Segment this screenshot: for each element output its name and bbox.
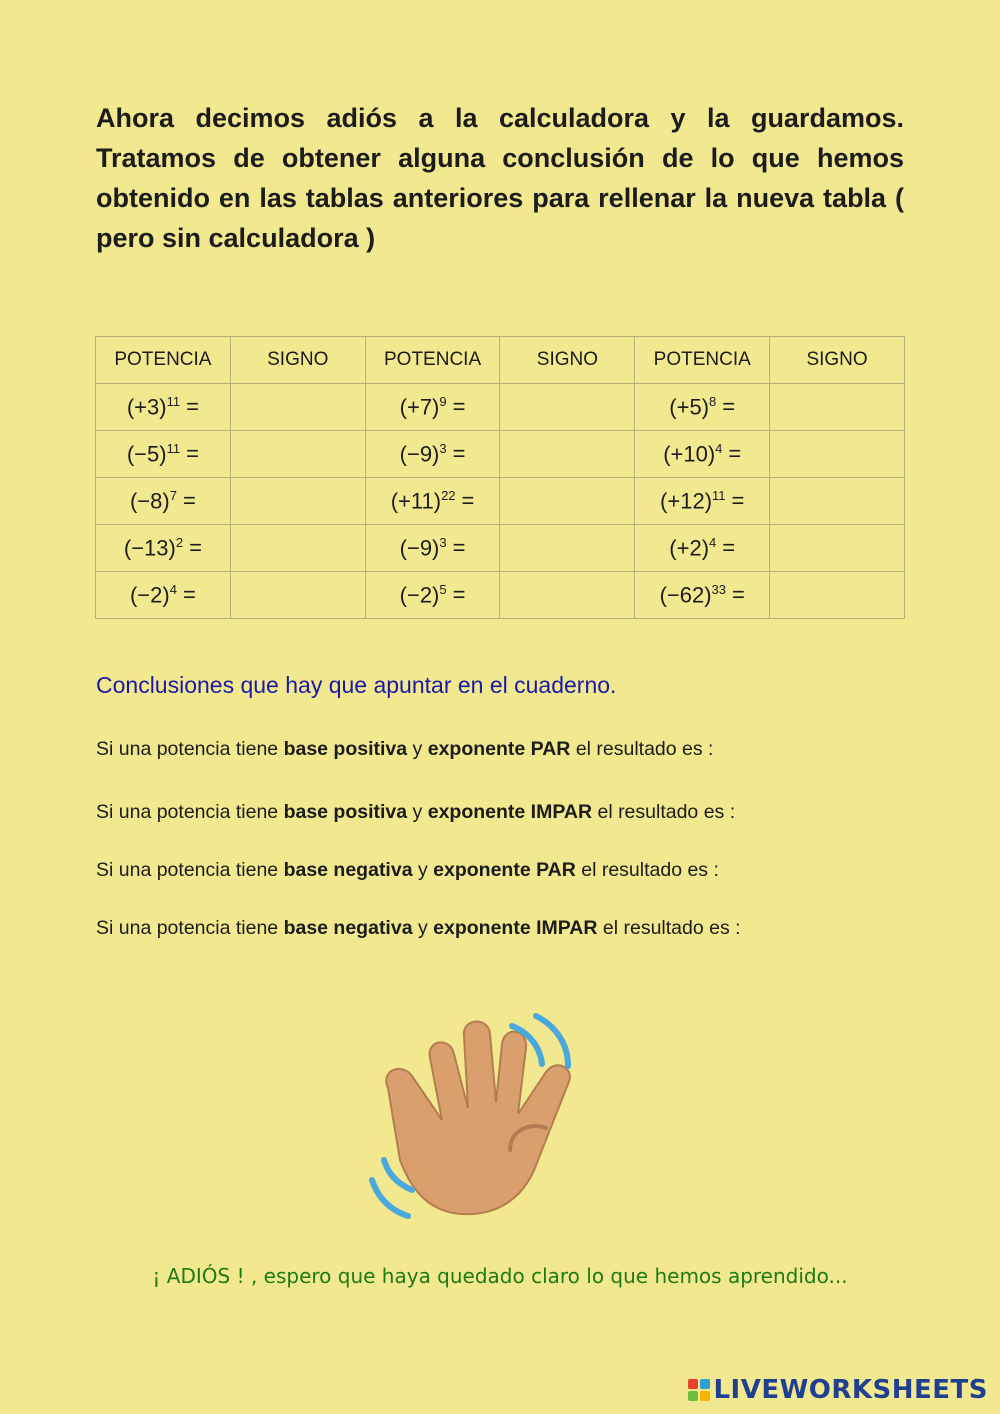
rule-prefix: Si una potencia tiene: [96, 917, 279, 939]
rule-suffix: el resultado es :: [581, 859, 719, 881]
conclusions-title: Conclusiones que hay que apuntar en el cuaderno.: [96, 672, 617, 698]
power-base: (−9): [399, 535, 440, 561]
rule-exponent: exponente IMPAR: [427, 801, 593, 823]
equals-sign: =: [452, 441, 466, 467]
sign-answer-cell[interactable]: [500, 431, 635, 478]
rule-exponent: exponente PAR: [433, 859, 576, 881]
equals-sign: =: [182, 488, 196, 514]
power-base: (−9): [399, 441, 440, 467]
power-base: (+11): [390, 488, 442, 514]
rule-suffix: el resultado es :: [602, 917, 741, 939]
power-exponent: 9: [439, 393, 447, 409]
power-base: (−62): [659, 582, 712, 608]
sign-answer-cell[interactable]: [770, 572, 905, 619]
equals-sign: =: [452, 535, 466, 561]
rule-prefix: Si una potencia tiene: [96, 801, 279, 823]
rule-connector: y: [417, 859, 428, 881]
power-base: (+10): [663, 441, 716, 467]
equals-sign: =: [452, 394, 466, 420]
power-cell: [635, 384, 770, 431]
header-potencia: POTENCIA: [365, 337, 500, 384]
rule-exponent: exponente IMPAR: [433, 917, 598, 939]
power-cell: [365, 384, 500, 431]
table-row: [96, 572, 905, 619]
sign-answer-cell[interactable]: [500, 525, 635, 572]
power-exponent: 11: [166, 440, 181, 456]
power-base: (+7): [399, 394, 440, 420]
equals-sign: =: [189, 535, 202, 561]
rule-exponent: exponente PAR: [427, 738, 571, 760]
rule-prefix: Si una potencia tiene: [96, 859, 279, 881]
equals-sign: =: [732, 582, 745, 608]
sign-answer-cell[interactable]: [770, 525, 905, 572]
brand-name: LIVEWORKSHEETS: [713, 1375, 988, 1405]
power-cell: [96, 431, 231, 478]
power-cell: [635, 572, 770, 619]
power-exponent: 4: [715, 440, 723, 456]
rule-prefix: Si una potencia tiene: [96, 738, 279, 760]
sign-answer-cell[interactable]: [770, 384, 905, 431]
power-cell: [365, 478, 500, 525]
power-base: (−2): [399, 582, 440, 608]
sign-answer-cell[interactable]: [230, 384, 365, 431]
power-base: (+3): [126, 394, 167, 420]
power-exponent: 4: [709, 534, 717, 550]
equals-sign: =: [461, 488, 475, 514]
equals-sign: =: [186, 441, 199, 467]
power-base: (−13): [123, 535, 176, 561]
equals-sign: =: [182, 582, 196, 608]
conclusion-rule: [96, 917, 741, 940]
sign-answer-cell[interactable]: [500, 572, 635, 619]
header-potencia: POTENCIA: [635, 337, 770, 384]
sign-answer-cell[interactable]: [500, 384, 635, 431]
power-base: (−8): [129, 488, 170, 514]
sign-answer-cell[interactable]: [230, 478, 365, 525]
power-cell: [365, 431, 500, 478]
power-cell: [96, 525, 231, 572]
power-exponent: 2: [175, 534, 184, 550]
equals-sign: =: [452, 582, 466, 608]
power-cell: [365, 525, 500, 572]
sign-answer-cell[interactable]: [230, 431, 365, 478]
rule-base: base positiva: [283, 801, 408, 823]
power-exponent: 5: [439, 581, 447, 597]
equals-sign: =: [722, 535, 736, 561]
conclusion-rule: [96, 859, 719, 882]
power-base: (−2): [129, 582, 170, 608]
rule-connector: y: [417, 917, 428, 939]
table-row: [96, 478, 905, 525]
power-base: (−5): [126, 441, 167, 467]
equals-sign: =: [731, 488, 745, 514]
power-cell: [635, 431, 770, 478]
power-exponent: 3: [439, 534, 447, 550]
power-base: (+5): [669, 394, 710, 420]
brand-grid-icon: [688, 1379, 710, 1401]
sign-answer-cell[interactable]: [230, 525, 365, 572]
rule-base: base negativa: [283, 917, 413, 939]
power-cell: [96, 478, 231, 525]
sign-answer-cell[interactable]: [230, 572, 365, 619]
power-base: (+2): [669, 535, 710, 561]
powers-table: [95, 336, 905, 619]
equals-sign: =: [722, 394, 736, 420]
farewell-message: ¡ ADIÓS ! , espero que haya quedado claro lo que hemos aprendido...: [152, 1264, 848, 1288]
sign-answer-cell[interactable]: [500, 478, 635, 525]
intro-paragraph: Ahora decimos adiós a la calculadora y la guardamos. Tratamos de obtener alguna conclusión de lo que hemos obtenido en las tablas anteriores para rellenar la nueva tabla ( pero sin calculadora ): [96, 103, 904, 253]
header-signo: SIGNO: [230, 337, 365, 384]
equals-sign: =: [186, 394, 199, 420]
liveworksheets-logo[interactable]: [688, 1374, 988, 1406]
rule-connector: y: [412, 738, 423, 760]
header-potencia: POTENCIA: [96, 337, 231, 384]
sign-answer-cell[interactable]: [770, 478, 905, 525]
rule-connector: y: [412, 801, 423, 823]
power-exponent: 7: [169, 487, 177, 503]
power-cell: [96, 384, 231, 431]
conclusion-rule: [96, 801, 735, 824]
conclusion-rule: [96, 738, 713, 761]
power-cell: [635, 525, 770, 572]
rule-suffix: el resultado es :: [575, 738, 714, 760]
power-cell: [96, 572, 231, 619]
power-base: (+12): [660, 488, 713, 514]
table-row: [96, 431, 905, 478]
header-signo: SIGNO: [500, 337, 635, 384]
equals-sign: =: [728, 441, 742, 467]
rule-base: base positiva: [283, 738, 408, 760]
power-cell: [365, 572, 500, 619]
header-signo: SIGNO: [770, 337, 905, 384]
table-header-row: [96, 337, 905, 384]
table-row: [96, 525, 905, 572]
waving-hand-icon: [360, 1010, 580, 1225]
power-exponent: 11: [166, 393, 181, 409]
rule-suffix: el resultado es :: [597, 801, 736, 823]
power-exponent: 33: [711, 581, 727, 597]
sign-answer-cell[interactable]: [770, 431, 905, 478]
power-exponent: 8: [709, 393, 717, 409]
power-exponent: 4: [169, 581, 177, 597]
power-exponent: 11: [712, 487, 726, 503]
power-exponent: 3: [439, 440, 447, 456]
power-exponent: 22: [441, 487, 456, 503]
power-cell: [635, 478, 770, 525]
table-row: [96, 384, 905, 431]
rule-base: base negativa: [283, 859, 413, 881]
